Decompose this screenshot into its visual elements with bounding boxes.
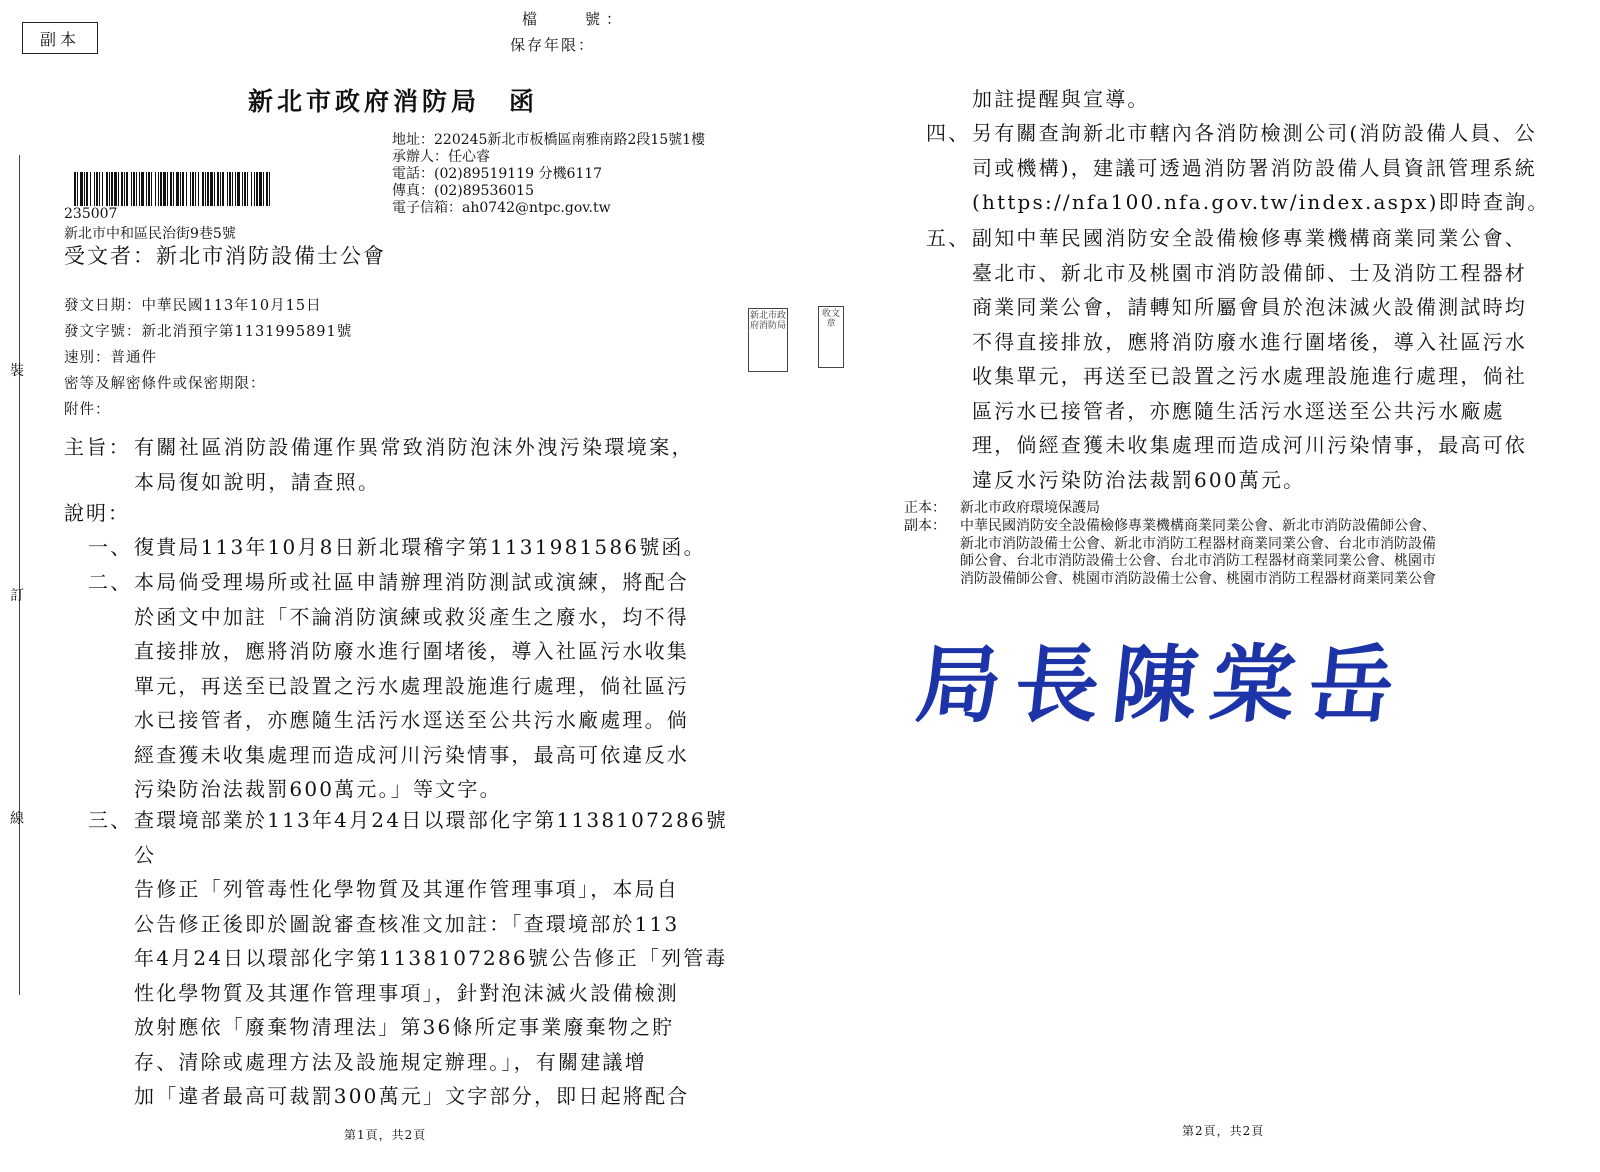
item-number: 四、 xyxy=(926,121,971,145)
item-line: 單元，再送至已設置之污水處理設施進行處理，倘社區污 xyxy=(134,673,689,698)
subject-label: 主旨： xyxy=(64,435,132,459)
receipt-seal: 新北市政府消防局 xyxy=(748,308,788,372)
item-number: 一、 xyxy=(88,535,133,559)
item-text xyxy=(134,530,706,565)
binding-mark: 裝 xyxy=(10,363,24,379)
item-text xyxy=(972,116,1550,220)
recipient-name: 受文者：新北市消防設備士公會 xyxy=(64,244,386,268)
explanation-item xyxy=(926,221,1566,497)
item-line: 於函文中加註「不論消防演練或救災產生之廢水，均不得 xyxy=(134,604,689,629)
item-line: 臺北市、新北市及桃園市消防設備師、士及消防工程器材 xyxy=(972,260,1527,285)
recipient-address: 新北市中和區民治街9巷5號 xyxy=(64,226,236,242)
item-number: 二、 xyxy=(88,570,133,594)
cc-line: 中華民國消防安全設備檢修專業機構商業同業公會、新北市消防設備師公會、 xyxy=(960,518,1436,534)
page2-footer: 第2頁，共2頁 xyxy=(1182,1124,1265,1138)
sender-contact: 承辦人：任心睿 xyxy=(392,149,490,165)
item-line: 復貴局113年10月8日新北環稽字第1131981586號函。 xyxy=(134,535,706,559)
attachment-label: 附件： xyxy=(64,402,111,418)
receipt-seal-small: 收文章 xyxy=(818,306,844,368)
explanation-label: 說明： xyxy=(64,501,130,525)
subject-section xyxy=(64,430,804,502)
document-title: 新北市政府消防局 函 xyxy=(248,87,539,116)
item-line: 商業同業公會，請轉知所屬會員於泡沫滅火設備測試時均 xyxy=(972,295,1527,319)
item-line: 不得直接排放，應將消防廢水進行圍堵後，導入社區污水 xyxy=(972,329,1527,354)
item-text xyxy=(972,221,1527,497)
recipient-zip: 235007 xyxy=(64,206,118,222)
copy-mark: 副本 xyxy=(22,22,98,54)
item-line: 放射應依「廢棄物清理法」第36條所定事業廢棄物之貯 xyxy=(134,1015,675,1039)
cc-recipient-row xyxy=(904,518,1554,590)
sender-fax: 傳真：(02)89536015 xyxy=(392,183,534,199)
item-line: 經查獲未收集處理而造成河川污染情事，最高可依違反水 xyxy=(134,742,689,767)
sender-phone: 電話：(02)89519119 分機6117 xyxy=(392,166,603,182)
item-line: (https://nfa100.nfa.gov.tw/index.aspx)即時查詢。 xyxy=(972,190,1550,214)
item-line: 污染防治法裁罰600萬元。」等文字。 xyxy=(134,777,502,801)
explanation-item xyxy=(88,530,728,565)
issue-date: 發文日期：中華民國113年10月15日 xyxy=(64,298,322,314)
item-line: 存、清除或處理方法及設施規定辦理。」，有關建議增 xyxy=(134,1049,647,1074)
speed-class: 速別：普通件 xyxy=(64,350,157,366)
item-line: 收集單元，再送至已設置之污水處理設施進行處理，倘社 xyxy=(972,364,1527,388)
distribution-section xyxy=(904,500,1554,590)
page2-continuation: 加註提醒與宣導。 xyxy=(972,87,1150,111)
item-line: 年4月24日以環部化字第1138107286號公告修正「列管毒 xyxy=(134,946,728,970)
item-line: 副知中華民國消防安全設備檢修專業機構商業同業公會、 xyxy=(972,226,1527,250)
item-line: 公告修正後即於圖說審查核准文加註：「查環境部於113 xyxy=(134,911,680,936)
main-recipient: 新北市政府環境保護局 xyxy=(960,500,1100,516)
director-signature: 局長陳棠岳 xyxy=(912,635,1413,734)
item-line: 本局倘受理場所或社區申請辦理消防測試或演練，將配合 xyxy=(134,570,689,594)
cc-label: 副本： xyxy=(904,518,946,534)
cc-recipients xyxy=(960,518,1550,588)
cc-line: 新北市消防設備士公會、新北市消防工程器材商業同業公會、台北市消防設備 xyxy=(960,535,1436,552)
document-number: 發文字號：新北消預字第1131995891號 xyxy=(64,324,353,340)
sender-address: 地址：220245新北市板橋區南雅南路2段15號1樓 xyxy=(392,132,706,148)
main-recipient-row xyxy=(904,500,1554,518)
explanation-item xyxy=(88,565,728,807)
security-class: 密等及解密條件或保密期限： xyxy=(64,376,266,392)
item-line: 加「違者最高可裁罰300萬元」文字部分，即日起將配合 xyxy=(134,1084,690,1108)
explanation-item xyxy=(926,116,1566,220)
main-recipient-label: 正本： xyxy=(904,500,946,516)
page1-footer: 第1頁，共2頁 xyxy=(344,1128,427,1142)
item-text xyxy=(134,565,689,807)
sender-email: 電子信箱：ah0742@ntpc.gov.tw xyxy=(392,200,611,216)
item-line: 查環境部業於113年4月24日以環部化字第1138107286號公 xyxy=(134,808,728,867)
cc-line: 消防設備師公會、桃園市消防設備士公會、桃園市消防工程器材商業同業公會 xyxy=(960,570,1436,587)
subject-line: 本局復如說明，請查照。 xyxy=(134,470,381,494)
item-line: 告修正「列管毒性化學物質及其運作管理事項」，本局自 xyxy=(134,877,679,901)
item-line: 直接排放，應將消防廢水進行圍堵後，導入社區污水收集 xyxy=(134,639,689,663)
item-line: 區污水已接管者，亦應隨生活污水逕送至公共污水廠處 xyxy=(972,398,1505,423)
barcode-image xyxy=(74,172,272,206)
binding-mark: 線 xyxy=(10,811,24,827)
item-line: 司或機構)，建議可透過消防署消防設備人員資訊管理系統 xyxy=(972,155,1538,180)
binding-mark: 訂 xyxy=(10,588,24,604)
item-line: 另有關查詢新北市轄內各消防檢測公司(消防設備人員、公 xyxy=(972,121,1538,145)
item-line: 理，倘經查獲未收集處理而造成河川污染情事，最高可依 xyxy=(972,433,1527,457)
cc-line: 師公會、台北市消防設備士公會、台北市消防工程器材商業同業公會、桃園市 xyxy=(960,553,1436,569)
archive-number-label: 檔 號： xyxy=(522,10,628,28)
subject-text xyxy=(134,430,794,500)
item-number: 三、 xyxy=(88,808,133,832)
retention-period-label: 保存年限： xyxy=(510,36,596,54)
explanation-item xyxy=(88,803,728,1108)
item-number: 五、 xyxy=(926,226,971,250)
item-line: 性化學物質及其運作管理事項」，針對泡沫滅火設備檢測 xyxy=(134,980,679,1005)
item-text xyxy=(134,803,728,1114)
subject-line: 有關社區消防設備運作異常致消防泡沫外洩污染環境案， xyxy=(134,435,694,459)
item-line: 水已接管者，亦應隨生活污水逕送至公共污水廠處理。倘 xyxy=(134,708,689,732)
binding-line xyxy=(19,155,20,995)
item-line: 違反水污染防治法裁罰600萬元。 xyxy=(972,467,1306,492)
